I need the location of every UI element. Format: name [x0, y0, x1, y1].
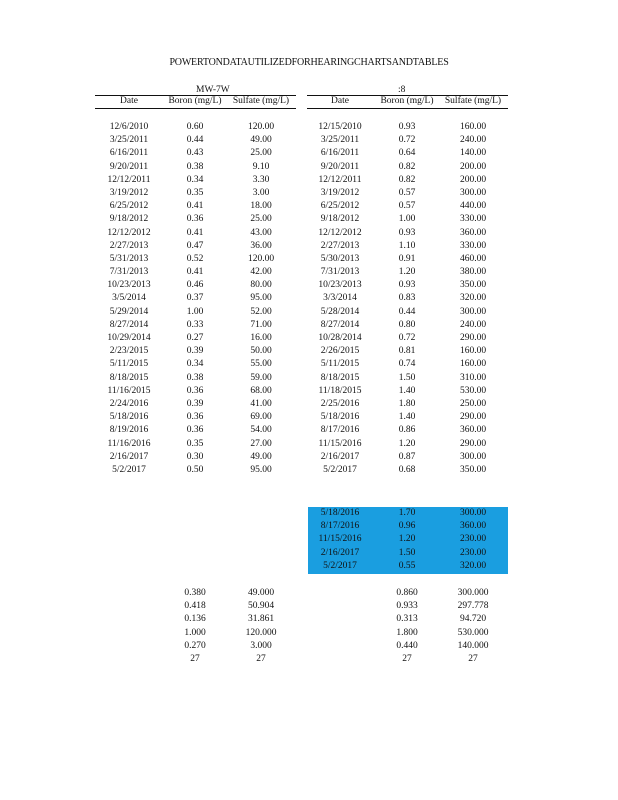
- table-cell: 1.40: [398, 385, 416, 396]
- left-sulfate-column: [228, 121, 294, 477]
- table-cell: 1.800: [396, 627, 418, 638]
- table-cell: 460.00: [459, 253, 487, 264]
- table-cell: 0.82: [398, 174, 416, 185]
- table-cell: 330.00: [459, 214, 487, 225]
- table-cell: 1.20: [398, 534, 416, 545]
- table-cell: 6/16/2011: [109, 148, 149, 159]
- table-cell: 440.00: [459, 201, 487, 212]
- table-cell: 0.96: [398, 521, 416, 532]
- table-cell: 1.50: [398, 547, 416, 558]
- table-cell: 0.47: [186, 240, 204, 251]
- table-cell: 0.72: [398, 135, 416, 146]
- left-boron-column: [162, 121, 228, 477]
- table-cell: 360.00: [459, 521, 487, 532]
- table-cell: 2/25/2016: [320, 398, 360, 409]
- table-cell: 25.00: [250, 214, 272, 225]
- table-cell: 6/25/2012: [109, 201, 149, 212]
- table-cell: 0.52: [186, 253, 204, 264]
- table-cell: 3/25/2011: [320, 135, 360, 146]
- right-header-bottom-rule: [307, 108, 508, 109]
- table-cell: 0.860: [396, 588, 418, 598]
- table-cell: 0.34: [186, 359, 204, 370]
- table-cell: 50.904: [247, 601, 275, 612]
- table-cell: 0.136: [184, 614, 206, 625]
- left-header-bottom-rule: [95, 108, 296, 109]
- table-cell: 6/16/2011: [320, 148, 360, 159]
- table-cell: 11/18/2015: [318, 385, 362, 396]
- table-cell: 55.00: [250, 359, 272, 370]
- table-cell: 230.00: [459, 534, 487, 545]
- table-cell: 2/24/2016: [109, 398, 149, 409]
- table-cell: 5/11/2015: [320, 359, 360, 370]
- table-cell: 43.00: [250, 227, 272, 238]
- table-cell: 0.83: [398, 293, 416, 304]
- table-cell: 12/15/2010: [318, 122, 362, 132]
- table-cell: 3.30: [252, 174, 270, 185]
- table-cell: 7/31/2013: [320, 267, 360, 278]
- table-cell: 9/18/2012: [109, 214, 149, 225]
- table-cell: 160.00: [459, 122, 487, 132]
- table-cell: 120.00: [247, 122, 275, 132]
- table-cell: 31.861: [247, 614, 275, 625]
- table-cell: 0.30: [186, 451, 204, 462]
- table-cell: 12/12/2012: [318, 227, 362, 238]
- table-cell: 54.00: [250, 425, 272, 436]
- table-cell: 1.20: [398, 267, 416, 278]
- table-cell: 230.00: [459, 547, 487, 558]
- table-cell: 0.46: [186, 280, 204, 291]
- right-stats-sulfate: [440, 587, 506, 666]
- table-cell: 0.86: [398, 425, 416, 436]
- right-date-column: [311, 121, 369, 477]
- table-cell: 49.000: [247, 588, 275, 598]
- table-cell: 27: [468, 653, 478, 664]
- table-cell: 0.74: [398, 359, 416, 370]
- table-cell: 350.00: [459, 464, 487, 475]
- table-cell: 12/12/2012: [107, 227, 151, 238]
- table-cell: 350.00: [459, 280, 487, 291]
- table-cell: 7/31/2013: [109, 267, 149, 278]
- table-cell: 11/16/2016: [107, 438, 151, 449]
- table-cell: 320.00: [459, 293, 487, 304]
- table-cell: 5/2/2017: [112, 464, 146, 475]
- table-cell: 290.00: [459, 438, 487, 449]
- table-cell: 27: [190, 653, 200, 664]
- table-cell: 27: [256, 653, 266, 664]
- table-cell: 0.270: [184, 640, 206, 651]
- table-cell: 95.00: [250, 464, 272, 475]
- table-cell: 1.00: [186, 306, 204, 317]
- table-cell: 8/17/2016: [320, 425, 360, 436]
- table-cell: 3/19/2012: [109, 187, 149, 198]
- table-cell: 1.00: [398, 214, 416, 225]
- table-cell: 300.000: [457, 588, 489, 598]
- right-stats-boron: [374, 587, 440, 666]
- table-cell: 27.00: [250, 438, 272, 449]
- table-cell: 12/6/2010: [109, 122, 149, 132]
- table-cell: 297.778: [457, 601, 489, 612]
- table-cell: 300.00: [459, 306, 487, 317]
- table-cell: 0.82: [398, 161, 416, 172]
- table-cell: 49.00: [250, 451, 272, 462]
- left-stats-boron: [162, 587, 228, 666]
- table-cell: 80.00: [250, 280, 272, 291]
- table-cell: 5/18/2016: [109, 412, 149, 423]
- right-header-boron: Boron (mg/L): [380, 96, 434, 106]
- table-cell: 8/18/2015: [320, 372, 360, 383]
- table-cell: 10/29/2014: [107, 333, 151, 343]
- right-well-label: :8: [398, 85, 406, 95]
- table-cell: 0.933: [396, 601, 418, 612]
- table-cell: 59.00: [250, 372, 272, 383]
- table-cell: 200.00: [459, 161, 487, 172]
- table-cell: 0.418: [184, 601, 206, 612]
- table-cell: 360.00: [459, 227, 487, 238]
- table-cell: 5/31/2013: [109, 253, 149, 264]
- table-cell: 2/16/2017: [320, 547, 360, 558]
- table-cell: 5/18/2016: [320, 412, 360, 423]
- table-cell: 1.40: [398, 412, 416, 423]
- table-cell: 11/15/2016: [318, 438, 362, 449]
- table-cell: 0.44: [398, 306, 416, 317]
- table-cell: 2/27/2013: [320, 240, 360, 251]
- highlight-sulfate-column: [440, 507, 506, 573]
- table-cell: 2/23/2015: [109, 346, 149, 357]
- table-cell: 41.00: [250, 398, 272, 409]
- table-cell: 6/25/2012: [320, 201, 360, 212]
- table-cell: 140.000: [457, 640, 489, 651]
- right-sulfate-column: [440, 121, 506, 477]
- right-header-sulfate: Sulfate (mg/L): [444, 96, 502, 106]
- table-cell: 240.00: [459, 135, 487, 146]
- table-cell: 530.00: [459, 385, 487, 396]
- table-cell: 3.000: [250, 640, 272, 651]
- table-cell: 0.41: [186, 267, 204, 278]
- table-cell: 36.00: [250, 240, 272, 251]
- right-header-top-rule: [307, 95, 508, 96]
- table-cell: 1.20: [398, 438, 416, 449]
- table-cell: 94.720: [459, 614, 487, 625]
- table-cell: 120.000: [245, 627, 277, 638]
- table-cell: 10/23/2013: [318, 280, 362, 291]
- right-header: [0, 96, 618, 108]
- table-cell: 95.00: [250, 293, 272, 304]
- left-date-column: [100, 121, 158, 477]
- table-cell: 0.60: [186, 122, 204, 132]
- table-cell: 330.00: [459, 240, 487, 251]
- table-cell: 0.35: [186, 438, 204, 449]
- table-cell: 0.36: [186, 385, 204, 396]
- table-cell: 5/2/2017: [323, 560, 357, 571]
- left-header-sulfate: Sulfate (mg/L): [232, 96, 290, 106]
- table-cell: 3/25/2011: [109, 135, 149, 146]
- table-cell: 0.380: [184, 588, 206, 598]
- table-cell: 0.440: [396, 640, 418, 651]
- table-cell: 5/18/2016: [320, 508, 360, 518]
- table-cell: 11/16/2015: [107, 385, 151, 396]
- table-cell: 2/16/2017: [109, 451, 149, 462]
- table-cell: 50.00: [250, 346, 272, 357]
- table-cell: 1.70: [398, 508, 416, 518]
- table-cell: 0.91: [398, 253, 416, 264]
- table-cell: 0.68: [398, 464, 416, 475]
- table-cell: 52.00: [250, 306, 272, 317]
- table-cell: 0.27: [186, 333, 204, 343]
- table-cell: 12/12/2011: [318, 174, 362, 185]
- table-cell: 5/29/2014: [109, 306, 149, 317]
- table-cell: 3/3/2014: [323, 293, 357, 304]
- table-cell: 0.87: [398, 451, 416, 462]
- table-cell: 10/28/2014: [318, 333, 362, 343]
- table-cell: 290.00: [459, 333, 487, 343]
- table-cell: 0.93: [398, 122, 416, 132]
- table-cell: 0.38: [186, 372, 204, 383]
- table-cell: 120.00: [247, 253, 275, 264]
- left-well-label: MW-7W: [196, 85, 230, 95]
- table-cell: 69.00: [250, 412, 272, 423]
- table-cell: 8/27/2014: [320, 319, 360, 330]
- table-cell: 300.00: [459, 508, 487, 518]
- table-cell: 1.000: [184, 627, 206, 638]
- table-cell: 11/15/2016: [318, 534, 362, 545]
- table-cell: 8/19/2016: [109, 425, 149, 436]
- table-cell: 310.00: [459, 372, 487, 383]
- table-cell: 160.00: [459, 359, 487, 370]
- table-cell: 360.00: [459, 425, 487, 436]
- table-cell: 3.00: [252, 187, 270, 198]
- table-cell: 0.55: [398, 560, 416, 571]
- table-cell: 0.80: [398, 319, 416, 330]
- table-cell: 0.35: [186, 187, 204, 198]
- left-header-date: Date: [120, 96, 138, 106]
- table-cell: 0.72: [398, 333, 416, 343]
- table-cell: 160.00: [459, 346, 487, 357]
- table-cell: 8/18/2015: [109, 372, 149, 383]
- table-cell: 9/20/2011: [109, 161, 149, 172]
- table-cell: 0.44: [186, 135, 204, 146]
- table-cell: 2/27/2013: [109, 240, 149, 251]
- table-cell: 0.41: [186, 201, 204, 212]
- table-cell: 0.33: [186, 319, 204, 330]
- table-cell: 0.93: [398, 280, 416, 291]
- table-cell: 3/5/2014: [112, 293, 146, 304]
- table-cell: 0.57: [398, 201, 416, 212]
- left-stats-sulfate: [228, 587, 294, 666]
- table-cell: 1.50: [398, 372, 416, 383]
- left-header-boron: Boron (mg/L): [168, 96, 222, 106]
- table-cell: 9/20/2011: [320, 161, 360, 172]
- table-cell: 140.00: [459, 148, 487, 159]
- table-cell: 0.34: [186, 174, 204, 185]
- table-cell: 12/12/2011: [107, 174, 151, 185]
- table-cell: 300.00: [459, 451, 487, 462]
- table-cell: 0.36: [186, 425, 204, 436]
- table-cell: 0.38: [186, 161, 204, 172]
- table-cell: 2/16/2017: [320, 451, 360, 462]
- table-cell: 0.41: [186, 227, 204, 238]
- table-cell: 0.43: [186, 148, 204, 159]
- table-cell: 320.00: [459, 560, 487, 571]
- table-cell: 16.00: [250, 333, 272, 343]
- table-cell: 0.36: [186, 412, 204, 423]
- table-cell: 5/11/2015: [109, 359, 149, 370]
- table-cell: 530.000: [457, 627, 489, 638]
- table-cell: 0.50: [186, 464, 204, 475]
- table-cell: 2/26/2015: [320, 346, 360, 357]
- table-cell: 18.00: [250, 201, 272, 212]
- table-cell: 0.93: [398, 227, 416, 238]
- table-cell: 9/18/2012: [320, 214, 360, 225]
- highlight-date-column: [311, 507, 369, 573]
- table-cell: 300.00: [459, 187, 487, 198]
- table-cell: 27: [402, 653, 412, 664]
- table-cell: 8/27/2014: [109, 319, 149, 330]
- table-cell: 0.36: [186, 214, 204, 225]
- table-cell: 0.81: [398, 346, 416, 357]
- table-cell: 250.00: [459, 398, 487, 409]
- table-cell: 0.64: [398, 148, 416, 159]
- page-title: POWERTONDATAUTILIZEDFORHEARINGCHARTSANDTABLES: [169, 57, 449, 68]
- table-cell: 42.00: [250, 267, 272, 278]
- highlight-boron-column: [374, 507, 440, 573]
- table-cell: 240.00: [459, 319, 487, 330]
- right-boron-column: [374, 121, 440, 477]
- table-cell: 380.00: [459, 267, 487, 278]
- table-cell: 3/19/2012: [320, 187, 360, 198]
- table-cell: 9.10: [252, 161, 270, 172]
- table-cell: 8/17/2016: [320, 521, 360, 532]
- table-cell: 10/23/2013: [107, 280, 151, 291]
- table-cell: 1.10: [398, 240, 416, 251]
- table-cell: 71.00: [250, 319, 272, 330]
- right-header-date: Date: [331, 96, 349, 106]
- table-cell: 0.57: [398, 187, 416, 198]
- table-cell: 5/2/2017: [323, 464, 357, 475]
- table-cell: 0.37: [186, 293, 204, 304]
- table-cell: 0.313: [396, 614, 418, 625]
- table-cell: 5/28/2014: [320, 306, 360, 317]
- table-cell: 200.00: [459, 174, 487, 185]
- table-cell: 0.39: [186, 398, 204, 409]
- table-cell: 68.00: [250, 385, 272, 396]
- table-cell: 290.00: [459, 412, 487, 423]
- table-cell: 5/30/2013: [320, 253, 360, 264]
- table-cell: 0.39: [186, 346, 204, 357]
- table-cell: 1.80: [398, 398, 416, 409]
- table-cell: 49.00: [250, 135, 272, 146]
- table-cell: 25.00: [250, 148, 272, 159]
